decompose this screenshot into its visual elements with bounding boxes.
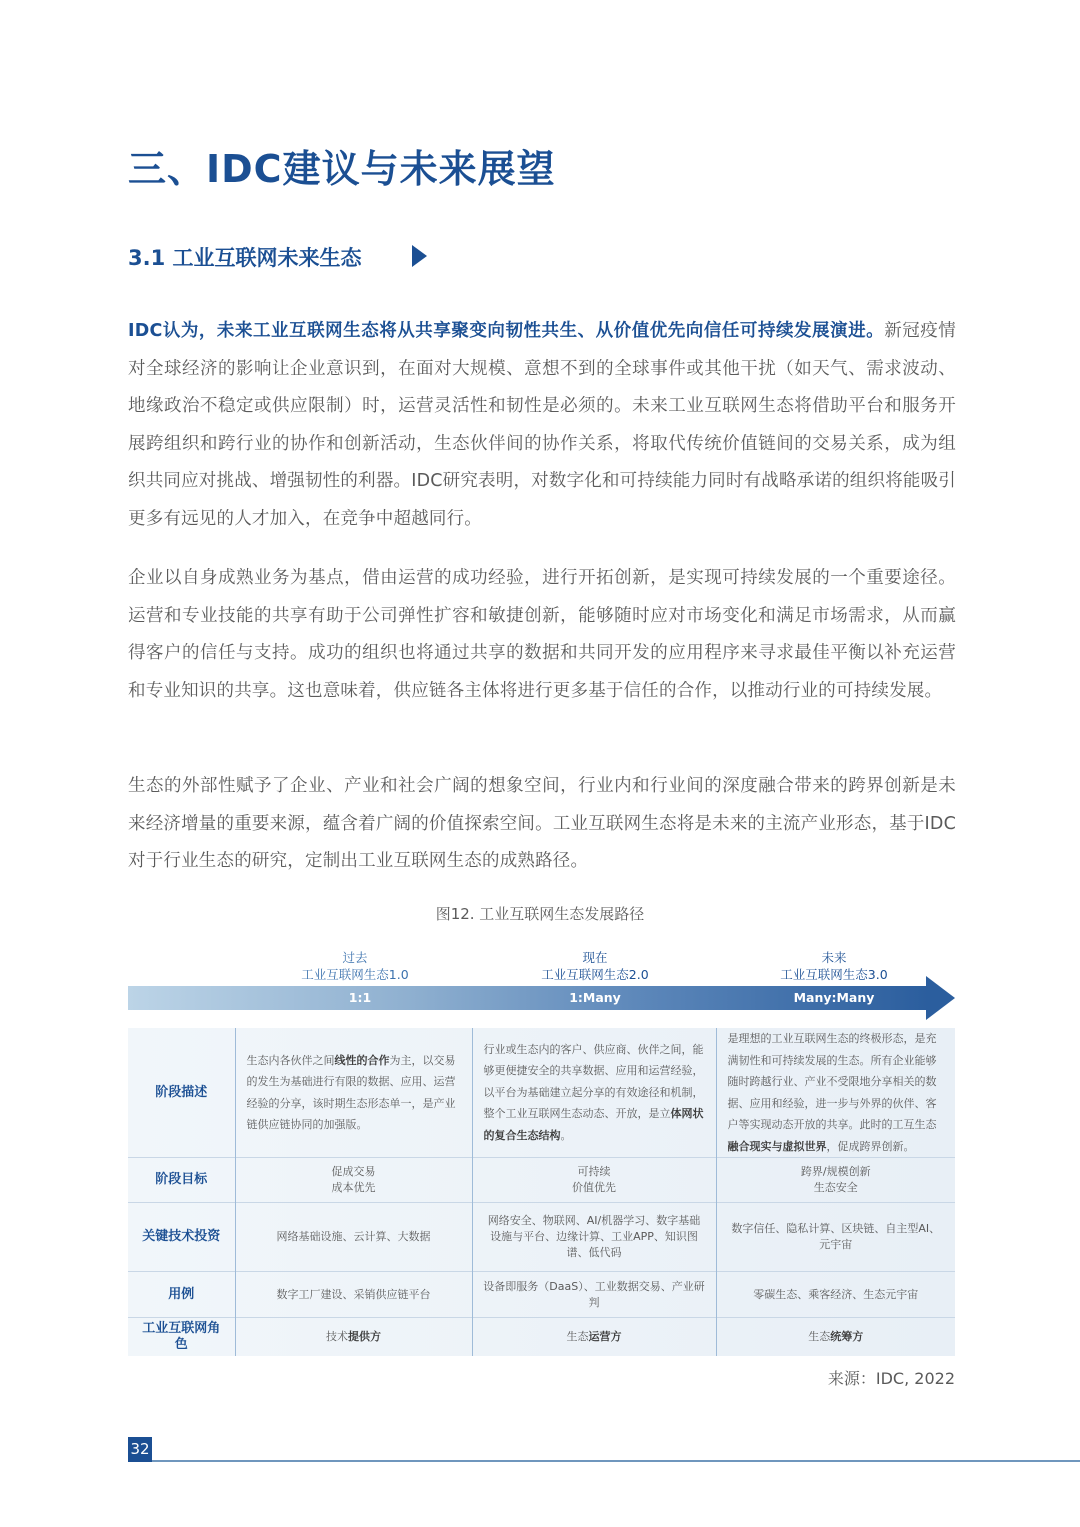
cell-bold-text: 融合现实与虚拟世界 (727, 1139, 827, 1153)
row-header: 工业互联网角色 (128, 1318, 235, 1357)
table-cell: 数字工厂建设、采销供应链平台 (235, 1272, 472, 1318)
era-ratio: Many:Many (793, 990, 875, 1005)
figure-caption: 图12. 工业互联网生态发展路径 (435, 905, 645, 923)
era-when: 未来 (821, 950, 847, 965)
source-note: 来源：IDC, 2022 (827, 1369, 955, 1388)
cell-line: 成本优先 (331, 1181, 376, 1194)
table-cell (716, 1318, 955, 1357)
era-label-future (714, 949, 954, 983)
table-cell (472, 1318, 716, 1357)
paragraph-highlight: IDC认为，未来工业互联网生态将从共享聚变向韧性共生、从价值优先向信任可持续发展演进。 (128, 321, 885, 341)
page-title: 三、IDC建议与未来展望 (128, 147, 556, 191)
row-header: 关键技术投资 (128, 1203, 235, 1272)
cell-text: 为主，以交易的发生为基础进行有限的数据、应用、运营经验的分享，该时期生态形态单一，是产业链供应链协同的加强版。 (246, 1053, 456, 1131)
table-cell: 网络安全、物联网、AI/机器学习、数字基础设施与平台、边缘计算、工业APP、知识图谱、低代码 (472, 1203, 716, 1272)
table-row (128, 1318, 955, 1357)
row-header: 用例 (128, 1272, 235, 1318)
cell-text: 行业或生态内的客户、供应商、伙伴之间，能够更便捷安全的共享数据、应用和运营经验，以平台为基础建立起分享的有效途径和机制，整个工业互联网生态动态、开放，是立 (483, 1042, 704, 1121)
cell-bold-text: 提供方 (348, 1330, 381, 1343)
cell-line: 跨界/规模创新 (800, 1165, 871, 1178)
table-cell (235, 1318, 472, 1357)
cell-text: 生态内各伙伴之间 (246, 1053, 335, 1067)
table-cell (235, 1158, 472, 1203)
era-ratio: 1:1 (348, 990, 372, 1005)
era-label-past (235, 949, 475, 983)
footer-divider (152, 1460, 1080, 1462)
cell-text: 技术 (326, 1330, 348, 1343)
table-cell: 零碳生态、乘客经济、生态元宇宙 (716, 1272, 955, 1318)
paragraph-text: 新冠疫情对全球经济的影响让企业意识到，在面对大规模、意想不到的全球事件或其他干扰（如天气、需求波动、地缘政治不稳定或供应限制）时，运营灵活性和韧性是必须的。未来工业互联网生态将借助平台和服务开展跨组织和跨行业的协作和创新活动，生态伙伴间的协作关系，将取代传统价值链间的交易关系，成为组织共同应对挑战、增强韧性的利器。IDC研究表明，对数字化和可持续能力同时有战略承诺的组织将能吸引更多有远见的人才加入，在竞争中超越同行。 (128, 321, 956, 529)
cell-text: 生态 (566, 1330, 589, 1343)
era-when: 现在 (582, 950, 608, 965)
paragraph (128, 313, 956, 538)
era-label-present (475, 949, 715, 983)
cell-line: 可持续 (577, 1165, 611, 1178)
page-number: 32 (128, 1437, 152, 1462)
cell-bold-text: 线性的合作 (334, 1053, 390, 1067)
table-cell: 设备即服务（DaaS）、工业数据交易、产业研判 (472, 1272, 716, 1318)
table-cell (716, 1158, 955, 1203)
cell-bold-text: 体网状的复合生态结构 (483, 1107, 704, 1142)
era-ratio: 1:Many (569, 990, 621, 1005)
row-header: 阶段目标 (128, 1158, 235, 1203)
table-cell: 数字信任、隐私计算、区块链、自主型AI、元宇宙 (716, 1203, 955, 1272)
cell-bold-text: 统筹方 (830, 1330, 864, 1343)
paragraph: 企业以自身成熟业务为基点，借由运营的成功经验，进行开拓创新，是实现可持续发展的一个重要途径。运营和专业技能的共享有助于公司弹性扩容和敏捷创新，能够随时应对市场变化和满足市场需求，从而赢得客户的信任与支持。成功的组织也将通过共享的数据和共同开发的应用程序来寻求最佳平衡以补充运营和专业知识的共享。这也意味着，供应链各主体将进行更多基于信任的合作，以推动行业的可持续发展。 (128, 568, 956, 701)
triangle-right-icon (412, 245, 427, 267)
section-title: 3.1 工业互联网未来生态 (128, 246, 362, 270)
table-row (128, 1028, 955, 1158)
cell-line: 价值优先 (572, 1181, 616, 1194)
cell-line: 生态安全 (813, 1181, 858, 1194)
paragraph: 生态的外部性赋予了企业、产业和社会广阔的想象空间，行业内和行业间的深度融合带来的跨界创新是未来经济增量的重要来源，蕴含着广阔的价值探索空间。工业互联网生态将是未来的主流产业形态，基于IDC对于行业生态的研究，定制出工业互联网生态的成熟路径。 (128, 776, 956, 871)
era-when: 过去 (342, 950, 368, 965)
era-version: 工业互联网生态2.0 (541, 967, 649, 982)
table-row (128, 1203, 955, 1272)
era-version: 工业互联网生态1.0 (301, 967, 409, 982)
cell-text: ，促成跨界创新。 (826, 1139, 915, 1153)
table-cell (472, 1158, 716, 1203)
table-row (128, 1158, 955, 1203)
table-row (128, 1272, 955, 1318)
cell-bold-text: 运营方 (588, 1330, 622, 1343)
row-header: 阶段描述 (155, 1084, 208, 1100)
roadmap-table (128, 1028, 955, 1356)
table-cell: 网络基础设施、云计算、大数据 (235, 1203, 472, 1272)
cell-text: 生态 (808, 1330, 831, 1343)
cell-text: 。 (560, 1128, 572, 1142)
era-version: 工业互联网生态3.0 (780, 967, 888, 982)
table-cell (472, 1028, 716, 1158)
cell-text: 是理想的工业互联网生态的终极形态，是充满韧性和可持续发展的生态。所有企业能够随时跨越行业、产业不受限地分享相关的数据、应用和经验，进一步与外界的伙伴、客户等实现动态开放的共享。此时的工互生态 (727, 1032, 937, 1131)
table-cell (716, 1028, 955, 1158)
cell-line: 促成交易 (331, 1165, 376, 1178)
table-cell (235, 1028, 472, 1158)
